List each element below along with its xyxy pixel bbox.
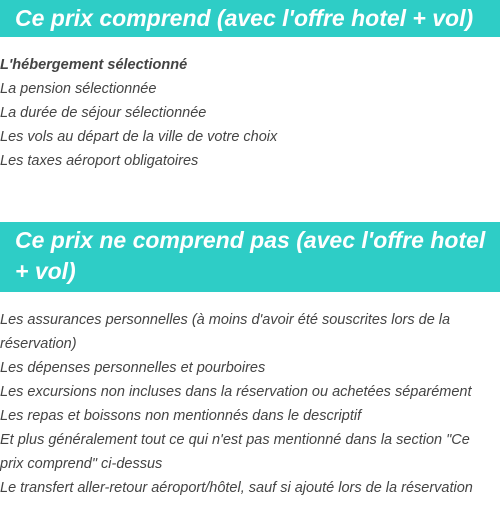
list-item: Les repas et boissons non mentionnés dans le descriptif <box>0 408 362 424</box>
list-item: Les excursions non incluses dans la réservation ou achetées séparément <box>0 384 472 400</box>
excluded-section-title: Ce prix ne comprend pas (avec l'offre hotel + vol) <box>0 222 500 292</box>
list-item: L'hébergement sélectionné <box>0 57 188 73</box>
list-item: La pension sélectionnée <box>0 81 157 97</box>
list-item: Les dépenses personnelles et pourboires <box>0 360 266 376</box>
list-item: Les taxes aéroport obligatoires <box>0 153 199 169</box>
included-items-list <box>0 53 500 173</box>
list-item: Et plus généralement tout ce qui n'est pas mentionné dans la section "Ce prix comprend" ci-dessus <box>0 432 470 472</box>
list-item: La durée de séjour sélectionnée <box>0 105 207 121</box>
list-item: Les assurances personnelles (à moins d'avoir été souscrites lors de la réservation) <box>0 312 451 352</box>
list-item: Le transfert aller-retour aéroport/hôtel, sauf si ajouté lors de la réservation <box>0 480 473 496</box>
list-item: Les vols au départ de la ville de votre choix <box>0 129 278 145</box>
excluded-items-list <box>0 308 500 500</box>
included-section-title: Ce prix comprend (avec l'offre hotel + vol) <box>0 0 500 37</box>
